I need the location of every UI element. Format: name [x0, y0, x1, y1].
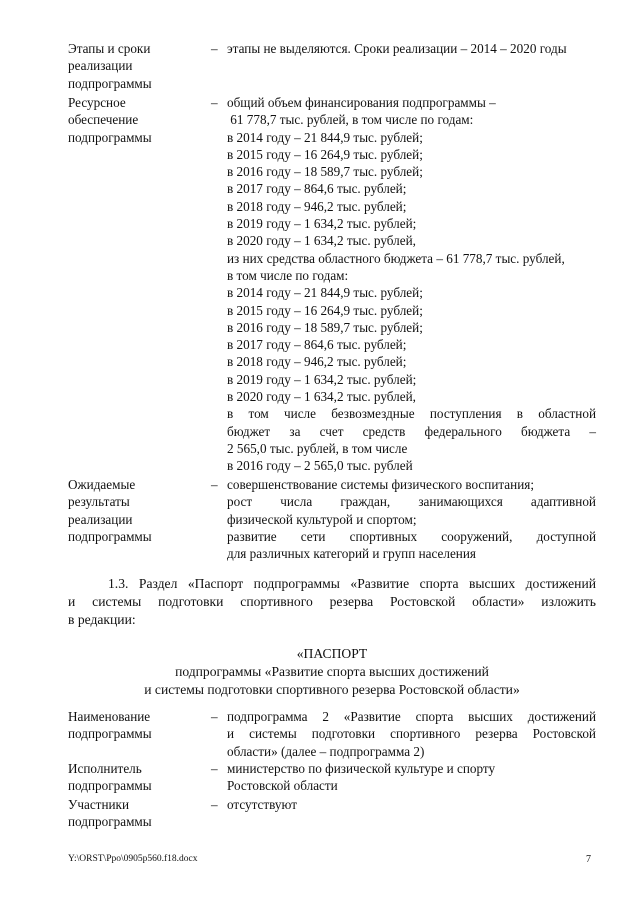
row-label: Ресурсное обеспечение подпрограммы — [68, 95, 152, 145]
passport-title: «ПАСПОРТ подпрограммы «Развитие спорта высших достижений и системы подготовки спортивного резерва Ростовской области» — [144, 646, 520, 697]
row-text: подпрограмма 2 «Развитие спорта высших достижений и системы подготовки спортивного резерва Ростовской области» (далее – подпрограмма 2) — [227, 709, 596, 759]
footer-file-path: Y:\ORST\Ppo\0905p560.f18.docx — [68, 854, 198, 864]
row-dash: – — [211, 761, 218, 776]
row-text: общий объем финансирования подпрограммы – 61 778,7 тыс. рублей, в том числе по годам: в 2014 году – 21 844,9 тыс. рублей; в 2015 году – 16 264,9 тыс. рублей; в 2016 году – 18 589,7 тыс. рублей; в 2017 году – 864,6 тыс. рублей; в 2018 году – 946,2 тыс. рублей; в 2019 году – 1 634,2 тыс. рублей; в 2020 году – 1 634,2 тыс. рублей, из них средства областного бюджета – 61 778,7 тыс. рублей, в том числе по годам: в 2014 году – 21 844,9 тыс. рублей; в 2015 году – 16 264,9 тыс. рублей; в 2016 году – 18 589,7 тыс. рублей; в 2017 году – 864,6 тыс. рублей; в 2018 году – 946,2 тыс. рублей; в 2019 году – 1 634,2 тыс. рублей; в 2020 году – 1 634,2 тыс. рублей, в том числе безвозмездные поступления в областной бюджет за счет средств федерального бюджета – 2 565,0 тыс. рублей, в том числе в 2016 году – 2 565,0 тыс. рублей — [227, 95, 596, 474]
row-text: министерство по физической культуре и спорту Ростовской области — [227, 761, 496, 794]
row-label: Этапы и сроки реализации подпрограммы — [68, 41, 152, 91]
row-label: Наименование подпрограммы — [68, 709, 152, 742]
row-dash: – — [211, 709, 218, 724]
row-text: этапы не выделяются. Сроки реализации – 2014 – 2020 годы — [227, 41, 567, 56]
row-text: отсутствуют — [227, 797, 297, 812]
row-label: Ожидаемые результаты реализации подпрограммы — [68, 477, 152, 544]
row-label: Участники подпрограммы — [68, 797, 152, 830]
row-label: Исполнитель подпрограммы — [68, 761, 152, 794]
row-dash: – — [211, 477, 218, 492]
row-dash: – — [211, 41, 218, 56]
footer-page-number: 7 — [586, 854, 591, 865]
row-text: совершенствование системы физического воспитания; рост числа граждан, занимающихся адаптивной физической культурой и спортом; развитие сети спортивных сооружений, доступной для различных категорий и групп населения — [227, 477, 596, 562]
row-dash: – — [211, 797, 218, 812]
row-dash: – — [211, 95, 218, 110]
section-1-3-paragraph: 1.3. Раздел «Паспорт подпрограммы «Развитие спорта высших достижений и системы подготовки спортивного резерва Ростовской области» изложить в редакции: — [68, 576, 596, 628]
